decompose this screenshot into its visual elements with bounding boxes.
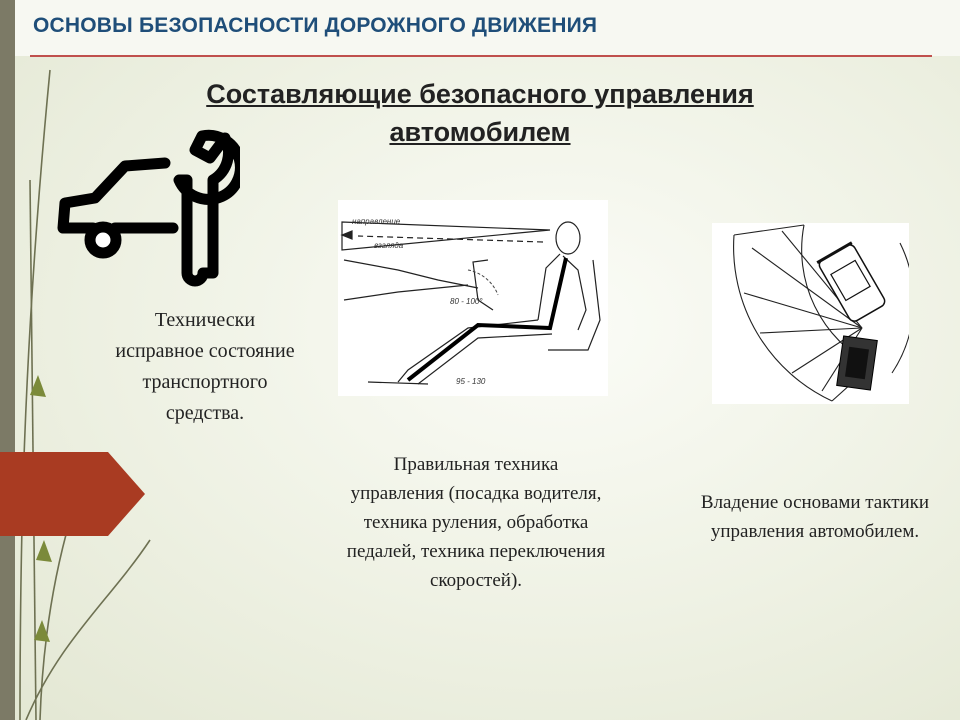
item-text-2: Правильная техника управления (посадка водителя, техника руления, обработка педалей, техника переключения скоростей). — [346, 454, 606, 591]
angle-label-2: 95 - 130 — [456, 377, 486, 386]
header-title: ОСНОВЫ БЕЗОПАСНОСТИ ДОРОЖНОГО ДВИЖЕНИЯ — [33, 14, 598, 37]
gaze-label-1: направление — [352, 217, 401, 226]
slide-title: Составляющие безопасного управления автомобилем — [206, 79, 754, 147]
angle-label-1: 80 - 100° — [450, 297, 483, 306]
driving-tactics-image — [712, 223, 909, 404]
gaze-label-2: взгляда — [374, 241, 404, 250]
item-text-1: Технически исправное состояние транспортного средства. — [115, 309, 295, 424]
accent-arrow-tab — [0, 452, 145, 536]
driver-seating-image — [338, 200, 608, 396]
car-wrench-icon — [55, 128, 240, 288]
item-text-3: Владение основами тактики управления автомобилем. — [700, 492, 930, 542]
